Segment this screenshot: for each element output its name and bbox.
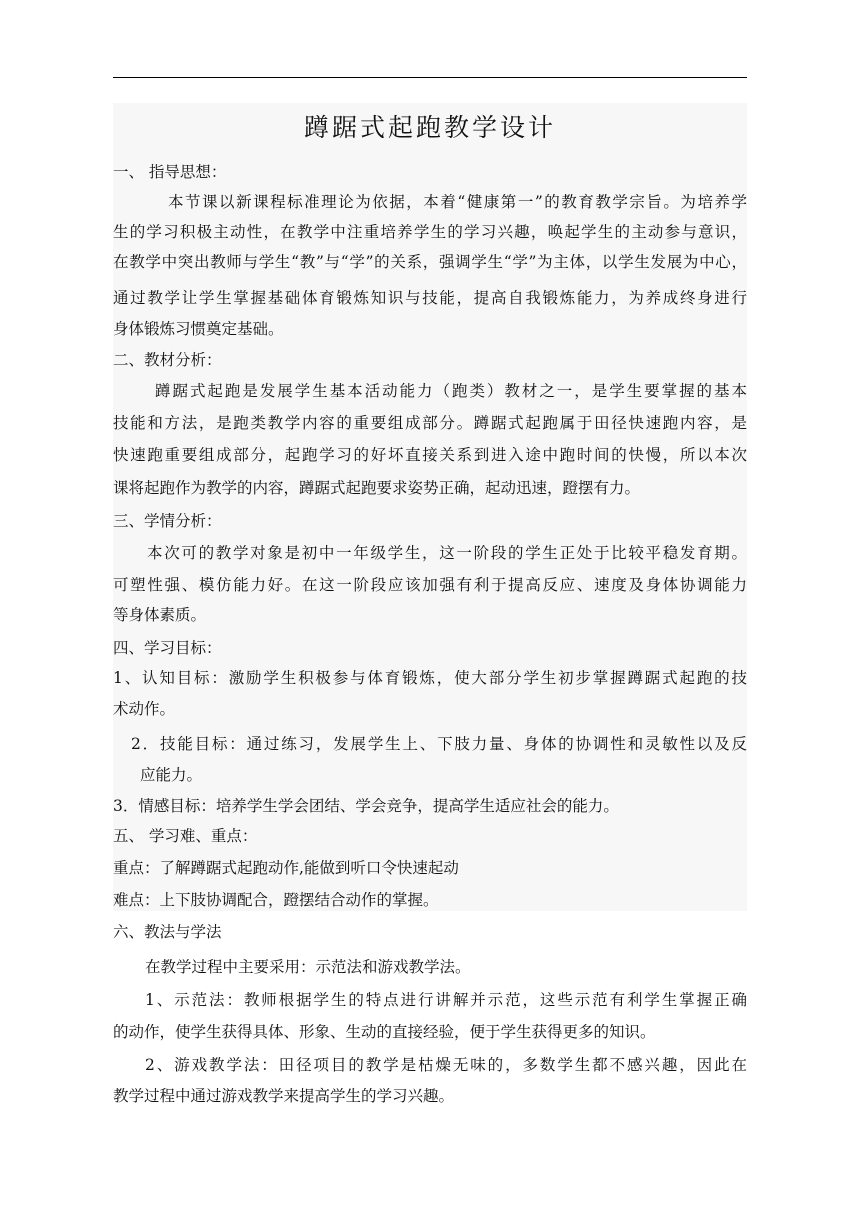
- section-heading-guiding-thought: 一、 指导思想：: [113, 163, 227, 181]
- section-heading-learner-analysis: 三、学情分析：: [113, 512, 222, 530]
- paragraph-line: 技能和方法，是跑类教学内容的重要组成部分。蹲踞式起跑属于田径快速跑内容，是: [113, 414, 747, 432]
- paragraph-line: 身体锻炼习惯奠定基础。: [113, 320, 284, 338]
- paragraph-line: 本次可的教学对象是初中一年级学生，这一阶段的学生正处于比较平稳发育期。: [147, 544, 747, 562]
- goal-cognitive-cont: 术动作。: [113, 700, 176, 718]
- paragraph-line: 可塑性强、模仿能力好。在这一阶段应该加强有利于提高反应、速度及身体协调能力: [113, 576, 747, 594]
- paragraph-line: 等身体素质。: [113, 606, 207, 624]
- method-demonstration-cont: 的动作，使学生获得具体、形象、生动的直接经验，便于学生获得更多的知识。: [113, 1023, 656, 1041]
- method-game: 2、游戏教学法：田径项目的教学是枯燥无味的，多数学生都不感兴趣，因此在: [145, 1056, 747, 1074]
- section-heading-material-analysis: 二、教材分析：: [113, 351, 222, 369]
- paragraph-line: 本节课以新课程标准理论为依据，本着“健康第一”的教育教学宗旨。为培养学: [168, 193, 747, 211]
- paragraph-line: 生的学习积极主动性，在教学中注重培养学生的学习兴趣，唤起学生的主动参与意识，: [113, 223, 747, 241]
- method-demonstration: 1、示范法：教师根据学生的特点进行讲解并示范，这些示范有利学生掌握正确: [145, 991, 747, 1009]
- goal-skill-cont: 应能力。: [140, 766, 203, 784]
- section-heading-methods: 六、教法与学法: [113, 923, 222, 941]
- paragraph-line: 在教学中突出教师与学生“教”与“学”的关系，强调学生“学”为主体，以学生发展为中心，: [113, 253, 747, 271]
- paragraph-line: 通过教学让学生掌握基础体育锻炼知识与技能，提高自我锻炼能力，为养成终身进行: [113, 289, 747, 307]
- section-heading-learning-goals: 四、学习目标：: [113, 639, 222, 657]
- paragraph-line: 蹲踞式起跑是发展学生基本活动能力（跑类）教材之一，是学生要掌握的基本: [155, 382, 747, 400]
- goal-affective: 3．情感目标：培养学生学会团结、学会竞争，提高学生适应社会的能力。: [113, 797, 619, 815]
- section-heading-key-points: 五、 学习难、重点：: [113, 827, 258, 845]
- goal-cognitive: 1、认知目标：激励学生积极参与体育锻炼，使大部分学生初步掌握蹲踞式起跑的技: [113, 669, 747, 687]
- paragraph-line: 快速跑重要组成部分，起跑学习的好坏直接关系到进入途中跑时间的快慢，所以本次: [113, 446, 747, 464]
- methods-intro: 在教学过程中主要采用：示范法和游戏教学法。: [145, 958, 471, 976]
- document-title: 蹲踞式起跑教学设计: [303, 113, 556, 142]
- difficult-point: 难点：上下肢协调配合，蹬摆结合动作的掌握。: [113, 891, 439, 909]
- key-point: 重点：了解蹲踞式起跑动作,能做到听口令快速起动: [113, 859, 459, 877]
- goal-skill: 2．技能目标：通过练习，发展学生上、下肢力量、身体的协调性和灵敏性以及反: [131, 735, 747, 753]
- method-game-cont: 教学过程中通过游戏教学来提高学生的学习兴趣。: [113, 1087, 455, 1105]
- paragraph-line: 课将起跑作为教学的内容，蹲踞式起跑要求姿势正确，起动迅速，蹬摆有力。: [113, 479, 641, 497]
